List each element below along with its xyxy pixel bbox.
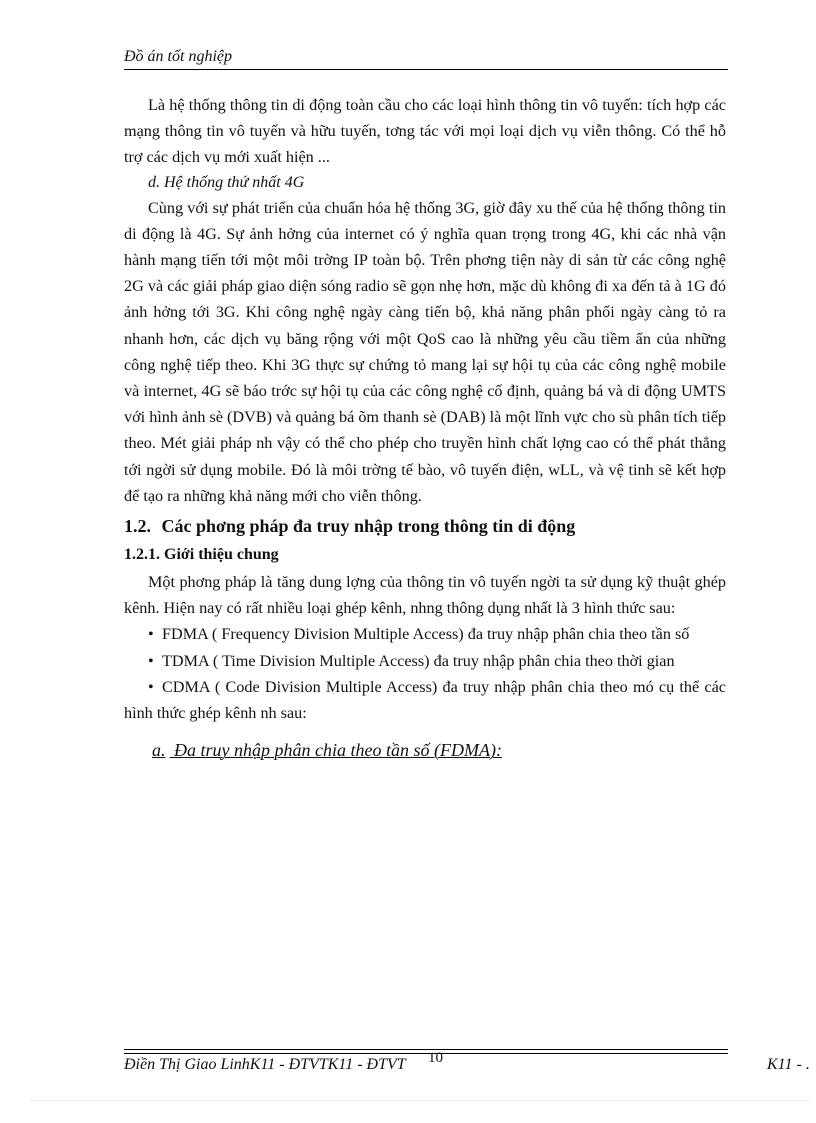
bullet-item [124, 648, 726, 674]
document-body [124, 92, 726, 764]
bullet-icon: • [148, 625, 154, 644]
header-title: Đồ án tốt nghiệp [124, 48, 232, 65]
subheading-a [152, 736, 726, 764]
bullet-item [124, 674, 726, 726]
bullet-icon: • [148, 651, 154, 670]
page-number: 10 [428, 1050, 443, 1066]
page-header [124, 48, 728, 70]
footer-rule [124, 1053, 728, 1054]
subheading-a-letter: a. [152, 740, 166, 761]
bullet-text: CDMA ( Code Division Multiple Access) đa truy nhập phân chia theo mó cụ thể các hình thức ghép kênh nh sau: [124, 677, 726, 723]
bullet-item [124, 621, 726, 647]
paragraph-2: Cùng với sự phát triển của chuẩn hóa hệ thống 3G, giờ đây xu thế của hệ thống thông tin di động là 4G. Sự ảnh hởng của internet có ý nghĩa quan trọng trong 4G, khi các nhà vận hành mạng tiến tới một môi trờng IP toàn bộ. Trên phơng tiện này di sản từ các công nghệ 2G và các giải pháp giao diện sóng radio sẽ gọn nhẹ hơn, mặc dù không đi xa đến tả à 1G đó ảnh hởng tới 3G. Khi công nghệ ngày càng tiến bộ, khả năng phân phối ngày càng tỏ ra nhanh hơn, các dịch vụ băng rộng với một QoS cao là những yêu cầu tiềm ẩn của những công nghệ tiếp theo. Khi 3G thực sự chứng tỏ mang lại sự hội tụ của các công nghệ mobile và internet, 4G sẽ báo trớc sự hội tụ của các công nghệ cố định, quảng bá và di động UMTS với hình ảnh sè (DVB) và quảng bá õm thanh sè (DAB) là một lĩnh vực cho sù phân tích tiếp theo. Mét giải pháp nh vậy có thể cho phép cho truyền hình chất lợng cao có thể phát thẳng tới ngời sử dụng mobile. Đó là môi trờng tế bào, vô tuyến điện, wLL, và vệ tinh sẽ kết hợp để tạo ra những khả năng mới cho viễn thông. [124, 198, 726, 505]
subheading-a-text: Đa truy nhập phân chia theo tần số (FDMA): [174, 740, 502, 761]
footer-rule [124, 1049, 728, 1050]
footer-class: K11 - . [767, 1056, 810, 1073]
page-bottom-divider [30, 1100, 810, 1101]
bullet-text: TDMA ( Time Division Multiple Access) đa truy nhập phân chia theo thời gian [162, 651, 675, 670]
paragraph-3: Một phơng pháp là tăng dung lợng của thông tin vô tuyến ngời ta sử dụng kỹ thuật ghép kênh. Hiện nay có rất nhiều loại ghép kênh, nhng thông dụng nhất là 3 hình thức sau: [124, 573, 726, 618]
subsection-heading: 1.2.1. Giới thiệu chung [124, 546, 279, 564]
section-number: 1.2. [124, 516, 151, 537]
paragraph-1: Là hệ thống thông tin di động toàn cầu cho các loại hình thông tin vô tuyến: tích hợp các mạng thông tin vô tuyến và hữu tuyến, tơng tác với mọi loại dịch vụ viễn thông. Có thể hỗ trợ các dịch vụ mới xuất hiện ... [124, 96, 726, 167]
bullet-icon: • [148, 677, 154, 696]
bullet-text: FDMA ( Frequency Division Multiple Access) đa truy nhập phân chia theo tần số [162, 625, 690, 644]
subheading-d: d. Hệ thống thứ nhất 4G [148, 173, 305, 191]
footer-author: Điền Thị Giao LinhK11 - ĐTVTK11 - ĐTVT [124, 1056, 406, 1073]
section-title: Các phơng pháp đa truy nhập trong thông tin di động [161, 516, 576, 537]
section-heading [124, 511, 726, 541]
